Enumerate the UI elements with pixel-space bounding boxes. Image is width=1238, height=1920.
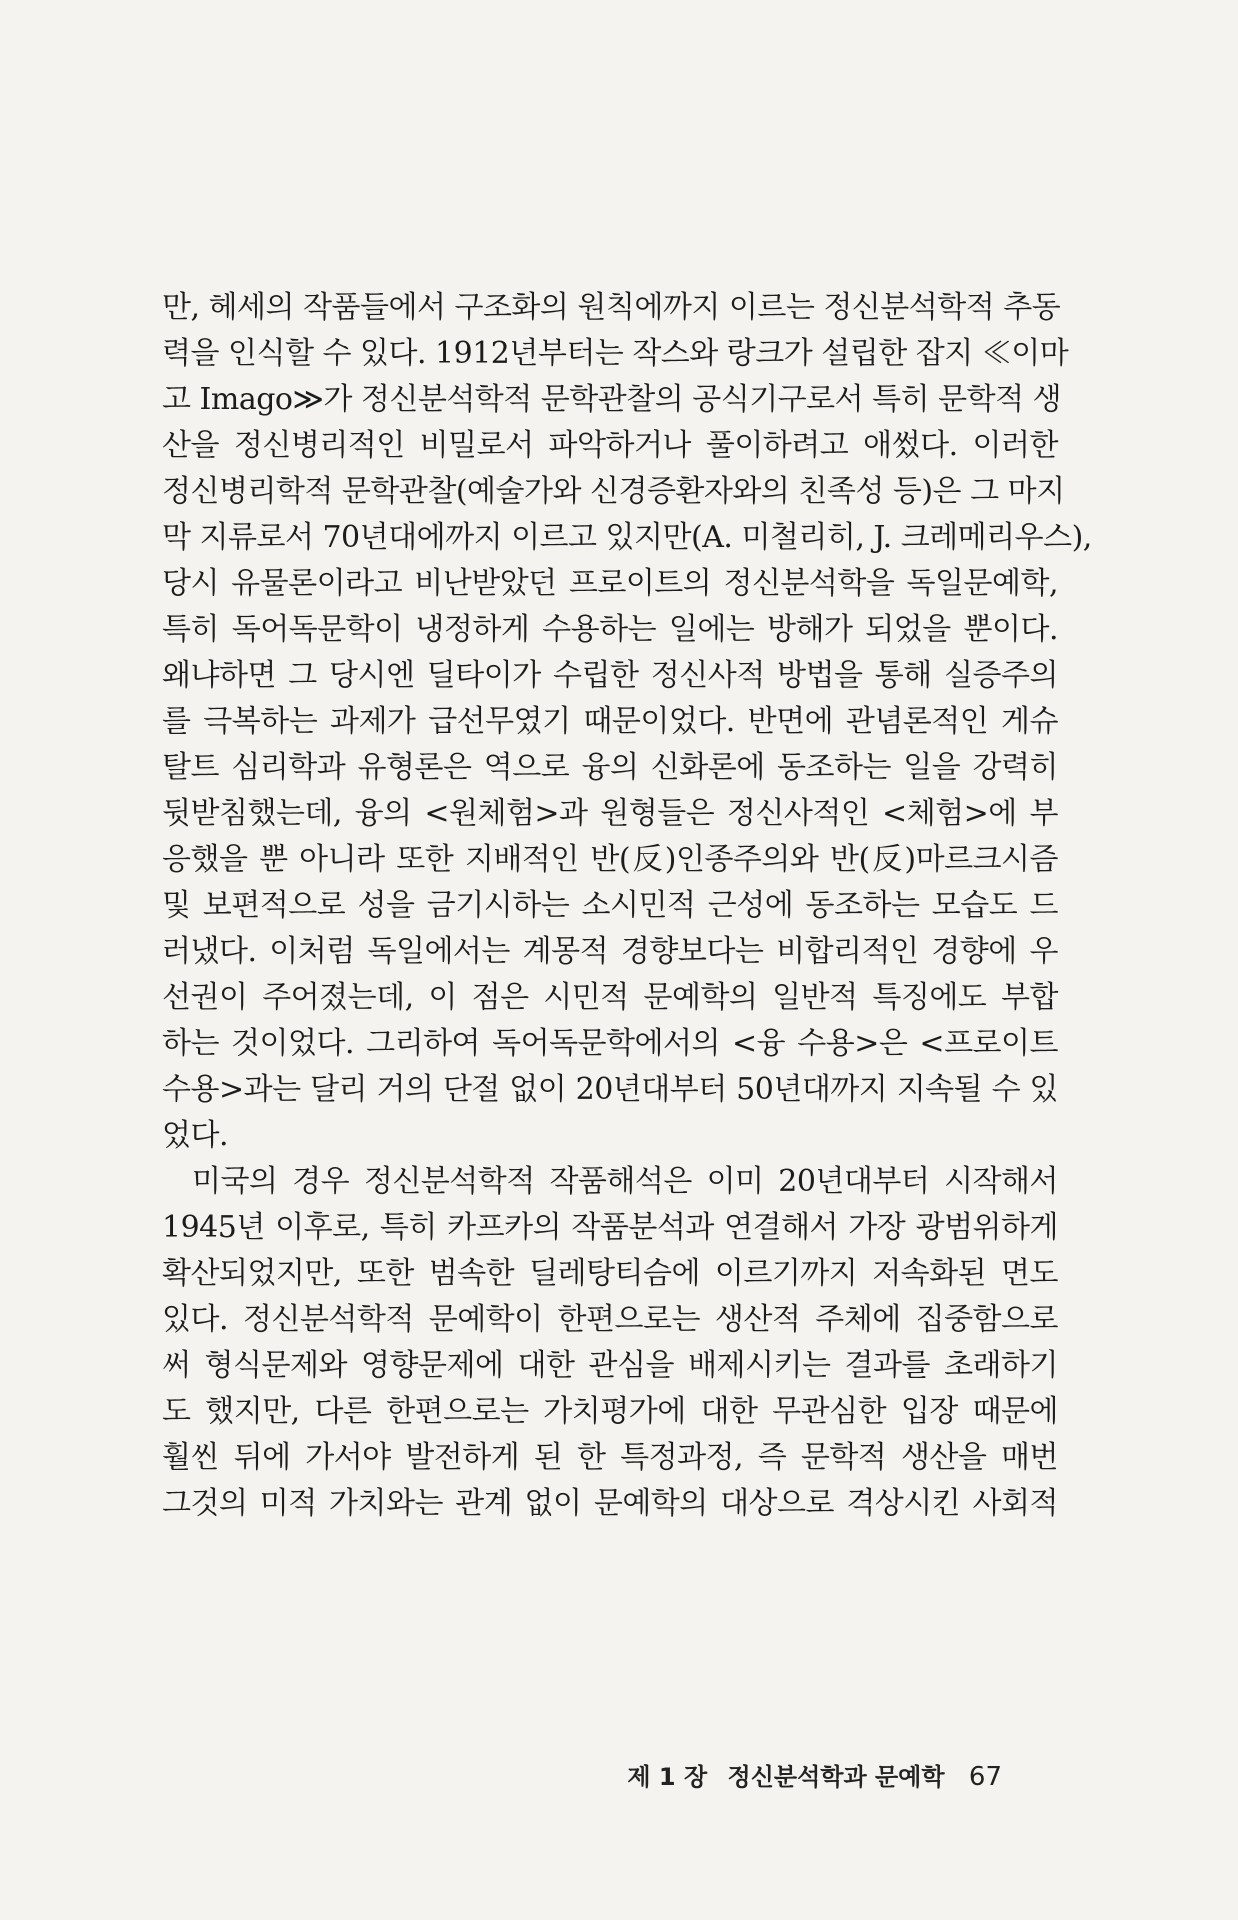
text-line: 하는 것이었다. 그리하여 독어독문학에서의 <융 수용>은 <프로이트 (162, 1026, 1058, 1061)
text-line: 미국의 경우 정신분석학적 작품해석은 이미 20년대부터 시작해서 (192, 1164, 1058, 1199)
chapter-label: 제 1 장 (627, 1763, 708, 1791)
text-line: 산을 정신병리적인 비밀로서 파악하거나 풀이하려고 애썼다. 이러한 (162, 428, 1058, 463)
text-line: 탈트 심리학과 유형론은 역으로 융의 신화론에 동조하는 일을 강력히 (162, 750, 1058, 785)
text-line: 써 형식문제와 영향문제에 대한 관심을 배제시키는 결과를 초래하기 (162, 1348, 1058, 1383)
text-line: 및 보편적으로 성을 금기시하는 소시민적 근성에 동조하는 모습도 드 (162, 888, 1058, 923)
body-text (162, 285, 1092, 1527)
chapter-title: 정신분석학과 문예학 (727, 1763, 945, 1791)
text-line: 있다. 정신분석학적 문예학이 한편으로는 생산적 주체에 집중함으로 (162, 1302, 1058, 1337)
paragraph-2 (162, 1159, 1058, 1527)
running-footer (627, 1757, 1002, 1792)
text-line: 었다. (162, 1118, 228, 1153)
text-line: 뒷받침했는데, 융의 <원체험>과 원형들은 정신사적인 <체험>에 부 (162, 796, 1058, 831)
text-line: 그것의 미적 가치와는 관계 없이 문예학의 대상으로 격상시킨 사회적 (162, 1486, 1058, 1521)
text-line: 러냈다. 이처럼 독일에서는 계몽적 경향보다는 비합리적인 경향에 우 (162, 934, 1058, 969)
text-line: 당시 유물론이라고 비난받았던 프로이트의 정신분석학을 독일문예학, (162, 566, 1058, 601)
paragraph-1 (162, 285, 1092, 1159)
text-line: 력을 인식할 수 있다. 1912년부터는 작스와 랑크가 설립한 잡지 ≪이마 (162, 336, 1069, 371)
text-line: 를 극복하는 과제가 급선무였기 때문이었다. 반면에 관념론적인 게슈 (162, 704, 1058, 739)
text-line: 왜냐하면 그 당시엔 딜타이가 수립한 정신사적 방법을 통해 실증주의 (162, 658, 1058, 693)
text-line: 고 Imago≫가 정신분석학적 문학관찰의 공식기구로서 특히 문학적 생 (162, 382, 1062, 417)
text-line: 1945년 이후로, 특히 카프카의 작품분석과 연결해서 가장 광범위하게 (162, 1210, 1058, 1245)
page-number: 67 (968, 1762, 1002, 1792)
text-line: 응했을 뿐 아니라 또한 지배적인 반(反)인종주의와 반(反)마르크시즘 (162, 842, 1058, 877)
text-line: 훨씬 뒤에 가서야 발전하게 된 한 특정과정, 즉 문학적 생산을 매번 (162, 1440, 1058, 1475)
text-line: 특히 독어독문학이 냉정하게 수용하는 일에는 방해가 되었을 뿐이다. (162, 612, 1058, 647)
text-line: 선권이 주어졌는데, 이 점은 시민적 문예학의 일반적 특징에도 부합 (162, 980, 1058, 1015)
text-line: 막 지류로서 70년대에까지 이르고 있지만(A. 미철리히, J. 크레메리우스), (162, 520, 1092, 555)
text-line: 수용>과는 달리 거의 단절 없이 20년대부터 50년대까지 지속될 수 있 (162, 1072, 1058, 1107)
text-line: 만, 헤세의 작품들에서 구조화의 원칙에까지 이르는 정신분석학적 추동 (162, 290, 1061, 325)
text-line: 도 했지만, 다른 한편으로는 가치평가에 대한 무관심한 입장 때문에 (162, 1394, 1058, 1429)
text-line: 확산되었지만, 또한 범속한 딜레탕티슴에 이르기까지 저속화된 면도 (162, 1256, 1058, 1291)
text-line: 정신병리학적 문학관찰(예술가와 신경증환자와의 친족성 등)은 그 마지 (162, 474, 1065, 509)
